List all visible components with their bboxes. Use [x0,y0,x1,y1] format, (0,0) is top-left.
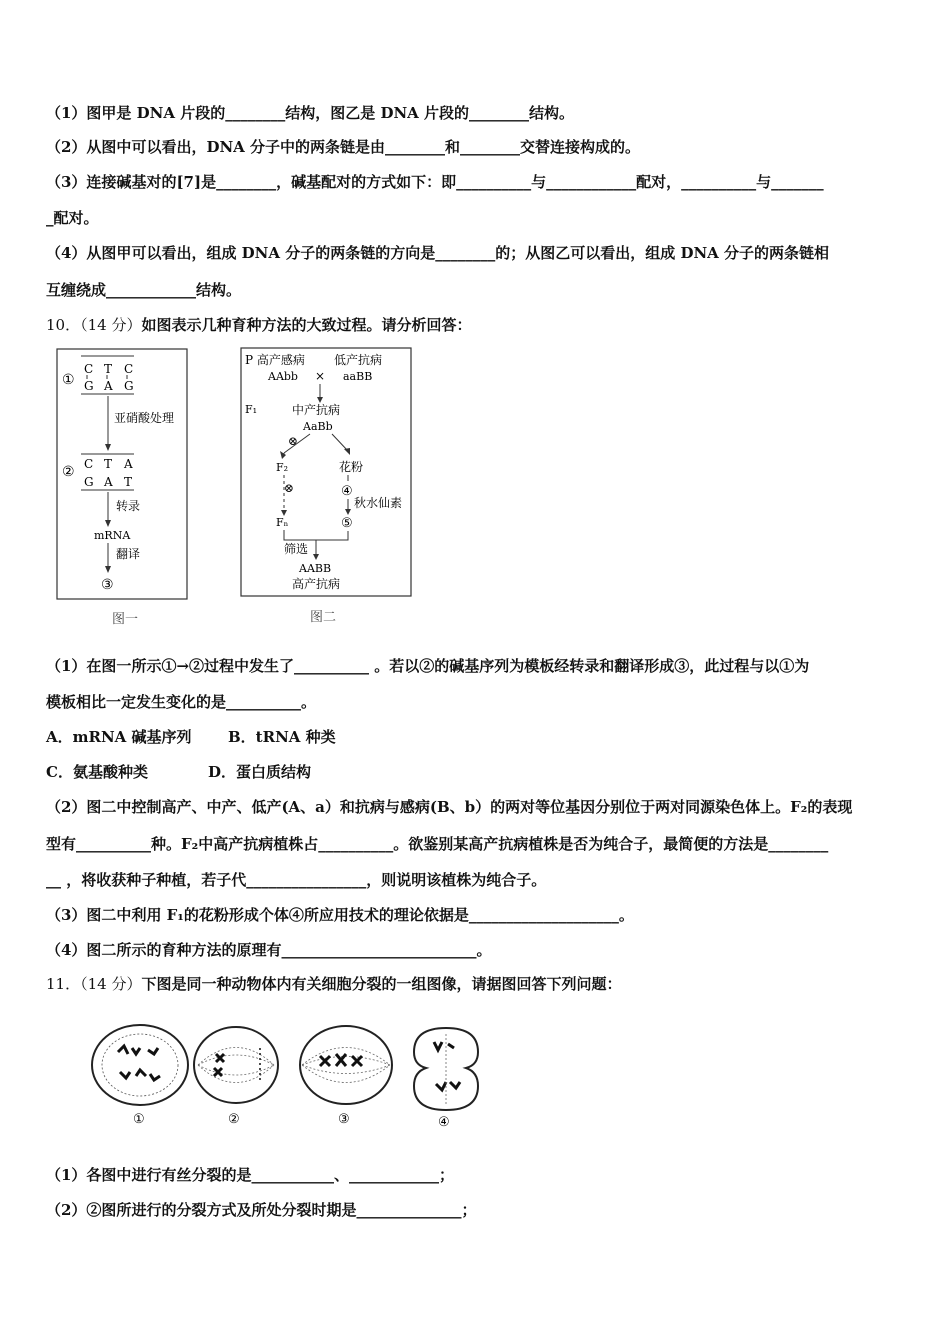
q10-sub2-line2: 型有__________种。F₂中高产抗病植株占__________。欲鉴别某高产抗病植株是否为纯合子，最简便的方法是________ [46,835,829,853]
fig2-self-1: ⊗ [288,434,299,448]
q10-score: （14 分） [80,316,142,334]
q10-sub3: （3）图二中利用 F₁的花粉形成个体④所应用技术的理论依据是____________________。 [46,906,634,924]
fig2-result-pheno: 高产抗病 [292,577,341,591]
q11-sub1: （1）各图中进行有丝分裂的是___________、____________； [46,1166,454,1184]
q11-heading [46,974,621,994]
fig2-f1-geno: AaBb [303,420,333,433]
q9-sub4-line2: 互缠绕成____________结构。 [46,281,242,299]
fig2-geno-right: aaBB [343,370,373,383]
fig2-step5: ⑤ [341,516,353,531]
fig2-result-geno: AABB [299,562,332,575]
fig2-geno-left: AAbb [268,370,298,383]
fig1-label-1: ① [62,372,75,388]
fig2-fn: Fₙ [276,516,289,529]
fig1-bottom-2: A [104,379,113,393]
fig1-top-2: T [104,362,113,376]
fig1-step-translation: 翻译 [116,547,141,561]
fig1-top-1: C [84,362,94,376]
fig2-select: 筛选 [284,542,309,556]
fig1-top2-1: C [84,457,94,471]
fig1-step-transcription: 转录 [116,499,141,513]
fig2-colchicine: 秋水仙素 [354,496,403,510]
cell-3-label: ③ [338,1112,350,1127]
q10-sub1-line2: 模板相比一定发生变化的是__________。 [46,693,317,711]
figure-one [56,348,188,600]
fig1-top2-2: T [104,457,113,471]
fig1-top2-3: A [124,457,133,471]
figure-two [240,347,412,597]
cell-1-label: ① [133,1112,145,1127]
cell-2 [194,1027,278,1127]
q9-sub2: （2）从图中可以看出，DNA 分子中的两条链是由________和________交替连接构成的。 [46,138,641,156]
q9-sub4-line1: （4）从图甲可以看出，组成 DNA 分子的两条链的方向是________的；从图乙可以看出，组成 DNA 分子的两条链相 [46,244,830,262]
q11-sub2: （2）②图所进行的分裂方式及所处分裂时期是______________； [46,1201,477,1219]
q11-number: 11． [46,975,81,993]
fig2-f2: F₂ [276,461,289,474]
fig1-bottom2-2: A [104,475,113,489]
q9-sub3-line1: （3）连接碱基对的[7]是________，碱基配对的方式如下：即__________与____________配对，__________与_______ [46,173,824,191]
fig2-p-label: P 高产感病 [245,353,305,367]
fig1-top-3: C [124,362,134,376]
cell-division-figure [88,1020,484,1132]
fig1-bottom2-3: T [124,475,133,489]
fig1-caption: 图一 [112,612,139,627]
fig2-f1-label: F₁ [245,403,258,416]
q11-stem: 下图是同一种动物体内有关细胞分裂的一组图像，请据图回答下列问题： [141,975,622,993]
q10-sub4: （4）图二所示的育种方法的原理有__________________________。 [46,941,492,959]
q10-heading [46,315,471,335]
cell-2-label: ② [228,1112,240,1127]
fig1-step-nitrite: 亚硝酸处理 [114,411,175,425]
fig2-caption: 图二 [310,610,337,625]
q10-option-C: C．氨基酸种类 [46,763,148,781]
fig2-f1-pheno: 中产抗病 [292,403,341,417]
fig1-mrna: mRNA [94,529,131,542]
cell-4-label: ④ [438,1115,450,1130]
q9-sub1: （1）图甲是 DNA 片段的________结构，图乙是 DNA 片段的________结构。 [46,104,575,122]
cell-3 [300,1026,392,1127]
fig1-bottom-1: G [84,379,94,393]
q10-number: 10． [46,316,81,334]
q10-option-D: D．蛋白质结构 [208,763,312,781]
cell-1 [92,1025,188,1127]
q10-option-B: B．tRNA 种类 [228,728,336,746]
fig1-label-2: ② [62,464,75,480]
cell-4 [414,1028,478,1130]
fig2-self-2: ⊗ [284,481,295,495]
fig2-pollen: 花粉 [339,460,364,474]
q10-sub1-line1: （1）在图一所示①→②过程中发生了__________ 。若以②的碱基序列为模板经转录和翻译形成③，此过程与以①为 [46,657,810,675]
q10-sub2-line3: __ ，将收获种子种植，若子代________________，则说明该植株为纯合子。 [46,871,547,889]
fig1-bottom-3: G [124,379,134,393]
fig2-p-right: 低产抗病 [334,353,383,367]
q10-stem: 如图表示几种育种方法的大致过程。请分析回答： [141,316,472,334]
fig1-bottom2-1: G [84,475,94,489]
q11-score: （14 分） [80,975,142,993]
q9-sub3-line2: _配对。 [46,209,99,227]
fig2-step4: ④ [341,484,353,499]
q10-sub2-line1: （2）图二中控制高产、中产、低产(A、a）和抗病与感病(B、b）的两对等位基因分别位于两对同源染色体上。F₂的表现 [46,798,853,816]
fig2-cross: × [315,369,326,383]
q10-option-A: A．mRNA 碱基序列 [46,728,192,746]
fig1-label-3: ③ [101,577,114,593]
